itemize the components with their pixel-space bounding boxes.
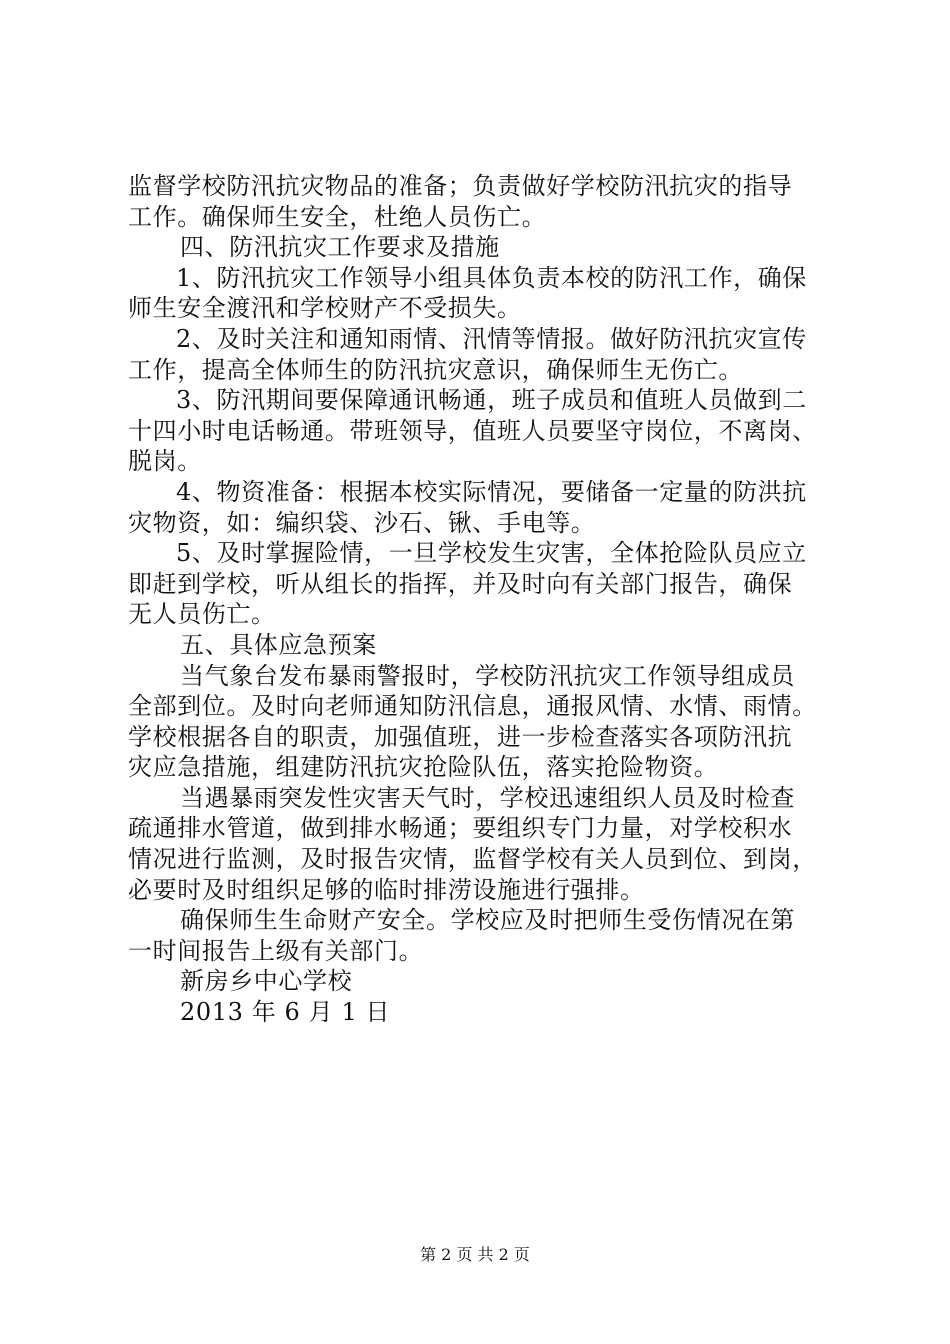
text-line: 学校根据各自的职责，加强值班，进一步检查落实各项防汛抗: [128, 722, 793, 751]
text-line: 灾物资，如：编织袋、沙石、锹、手电等。: [128, 508, 596, 537]
text-line: 1、防汛抗灾工作领导小组具体负责本校的防汛工作，确保: [176, 263, 807, 292]
text-line: 十四小时电话畅通。带班领导，值班人员要坚守岗位，不离岗、: [128, 416, 817, 445]
text-line: 当遇暴雨突发性灾害天气时，学校迅速组织人员及时检查: [180, 783, 795, 812]
text-line: 即赶到学校，听从组长的指挥，并及时向有关部门报告，确保: [128, 569, 793, 598]
text-line: 一时间报告上级有关部门。: [128, 936, 424, 965]
text-line: 必要时及时组织足够的临时排涝设施进行强排。: [128, 875, 645, 904]
text-line: 工作，提高全体师生的防汛抗灾意识，确保师生无伤亡。: [128, 355, 743, 384]
text-line: 无人员伤亡。: [128, 600, 276, 629]
text-line: 全部到位。及时向老师通知防汛信息，通报风情、水情、雨情。: [128, 692, 817, 721]
text-line: 情况进行监测，及时报告灾情，监督学校有关人员到位、到岗，: [128, 845, 817, 874]
text-line: 3、防汛期间要保障通讯畅通，班子成员和值班人员做到二: [176, 386, 807, 415]
text-line: 灾应急措施，组建防汛抗灾抢险队伍，落实抢险物资。: [128, 753, 719, 782]
text-line: 确保师生生命财产安全。学校应及时把师生受伤情况在第: [180, 906, 795, 935]
text-line: 监督学校防汛抗灾物品的准备；负责做好学校防汛抗灾的指导: [128, 172, 793, 200]
document-body: [128, 171, 828, 1028]
text-line: 工作。确保师生安全，杜绝人员伤亡。: [128, 202, 547, 231]
section-heading: 五、具体应急预案: [180, 630, 377, 659]
text-line: 当气象台发布暴雨警报时，学校防汛抗灾工作领导组成员: [180, 661, 795, 690]
signature-organization: 新房乡中心学校: [180, 967, 353, 996]
text-line: 2、及时关注和通知雨情、汛情等情报。做好防汛抗灾宣传: [176, 324, 807, 353]
text-line: 5、及时掌握险情，一旦学校发生灾害，全体抢险队员应立: [176, 539, 807, 568]
text-line: 脱岗。: [128, 447, 202, 476]
section-heading: 四、防汛抗灾工作要求及措施: [180, 233, 500, 262]
page-footer: 第 2 页 共 2 页: [420, 1245, 530, 1264]
text-line: 4、物资准备：根据本校实际情况，要储备一定量的防洪抗: [176, 477, 807, 506]
text-line: 疏通排水管道，做到排水畅通；要组织专门力量，对学校积水: [128, 814, 793, 843]
signature-date: 2013 年 6 月 1 日: [180, 998, 391, 1027]
text-line: 师生安全渡汛和学校财产不受损失。: [128, 294, 522, 323]
